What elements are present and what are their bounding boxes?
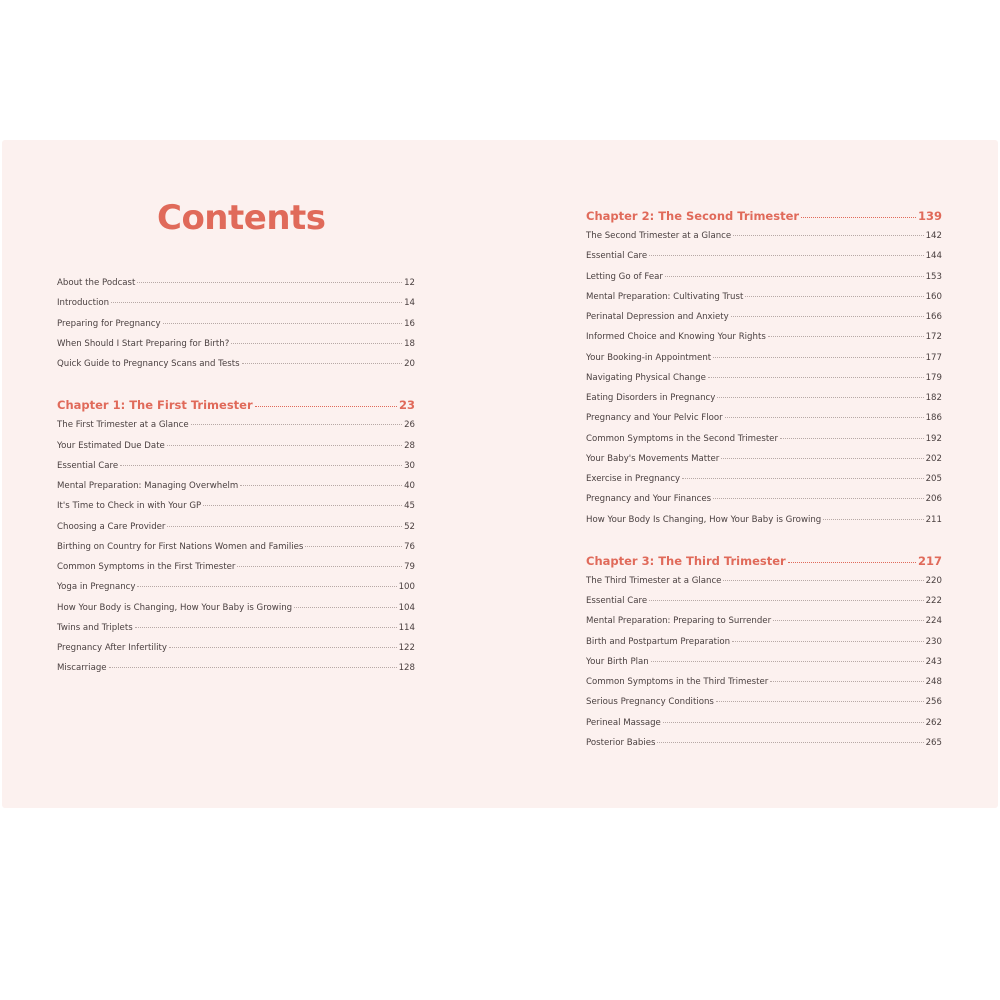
entry-title: It's Time to Check in with Your GP xyxy=(57,501,202,512)
dot-leader xyxy=(163,323,402,324)
chapter-1 xyxy=(57,398,415,683)
entry-title: Birth and Postpartum Preparation xyxy=(586,636,731,647)
dot-leader xyxy=(731,316,924,317)
entry-title: Essential Care xyxy=(586,251,648,262)
toc-entry xyxy=(586,332,942,352)
entry-title: Mental Preparation: Preparing to Surrender xyxy=(586,616,772,627)
dot-leader xyxy=(231,343,402,344)
page-number: 114 xyxy=(398,622,415,633)
dot-leader xyxy=(203,505,402,506)
entry-title: Serious Pregnancy Conditions xyxy=(586,697,714,708)
dot-leader xyxy=(663,722,924,723)
dot-leader xyxy=(255,406,397,407)
dot-leader xyxy=(773,620,923,621)
toc-entry xyxy=(586,393,942,413)
chapter-heading xyxy=(57,398,415,420)
toc-entry xyxy=(586,738,942,758)
entry-title: Mental Preparation: Cultivating Trust xyxy=(586,291,744,302)
page-number: 256 xyxy=(925,697,942,708)
dot-leader xyxy=(745,296,923,297)
toc-entry xyxy=(586,718,942,738)
entry-title: Twins and Triplets xyxy=(57,622,133,633)
front-matter-list xyxy=(57,278,415,379)
chapter-title: Chapter 1: The First Trimester xyxy=(57,398,253,413)
page-number: 76 xyxy=(404,541,415,552)
dot-leader xyxy=(109,667,397,668)
page-number: 12 xyxy=(404,278,415,288)
dot-leader xyxy=(191,424,402,425)
dot-leader xyxy=(135,627,397,628)
entry-title: Pregnancy After Infertility xyxy=(57,643,168,653)
dot-leader xyxy=(237,566,402,567)
dot-leader xyxy=(167,445,402,446)
toc-entry xyxy=(586,272,942,292)
toc-entry xyxy=(586,292,942,312)
dot-leader xyxy=(167,526,402,527)
entry-title: Pregnancy and Your Pelvic Floor xyxy=(586,413,723,424)
chapter-heading xyxy=(586,554,942,576)
page-number: 26 xyxy=(404,420,415,431)
toc-entry xyxy=(586,596,942,616)
chapter-page-number: 217 xyxy=(917,553,942,568)
toc-entry xyxy=(586,353,942,373)
page-number: 128 xyxy=(398,663,415,674)
toc-entry xyxy=(586,494,942,514)
dot-leader xyxy=(725,417,924,418)
entry-title: Informed Choice and Knowing Your Rights xyxy=(586,332,766,343)
dot-leader xyxy=(649,600,923,601)
toc-entry xyxy=(586,251,942,271)
toc-entry xyxy=(586,697,942,717)
dot-leader xyxy=(665,276,924,277)
toc-right-column xyxy=(586,209,942,758)
entry-title: How Your Body Is Changing, How Your Baby is Growing xyxy=(586,514,822,525)
page-number: 18 xyxy=(404,338,415,349)
toc-entry xyxy=(57,522,415,542)
page-number: 205 xyxy=(925,474,942,484)
toc-entry xyxy=(57,603,415,623)
toc-entry xyxy=(586,515,942,535)
toc-entry xyxy=(586,454,942,474)
entry-title: Common Symptoms in the Third Trimester xyxy=(586,677,769,687)
dot-leader xyxy=(137,586,396,587)
dot-leader xyxy=(721,458,923,459)
dot-leader xyxy=(717,397,923,398)
page-number: 177 xyxy=(925,352,942,363)
entry-title: Yoga in Pregnancy xyxy=(57,582,136,593)
dot-leader xyxy=(649,255,923,256)
entry-title: Common Symptoms in the Second Trimester xyxy=(586,433,779,444)
dot-leader xyxy=(716,701,924,702)
toc-entry xyxy=(57,582,415,602)
page-number: 153 xyxy=(925,271,942,282)
toc-entry xyxy=(586,474,942,494)
dot-leader xyxy=(823,519,923,520)
toc-entry xyxy=(586,373,942,393)
entry-title: Your Booking-in Appointment xyxy=(586,352,712,363)
entry-title: Pregnancy and Your Finances xyxy=(586,494,712,505)
toc-entry xyxy=(586,616,942,636)
toc-entry xyxy=(57,359,415,379)
page-number: 186 xyxy=(925,413,942,424)
page-number: 211 xyxy=(925,514,942,525)
dot-leader xyxy=(657,742,923,743)
entry-title: Introduction xyxy=(57,298,110,309)
dot-leader xyxy=(242,363,402,364)
dot-leader xyxy=(294,607,396,608)
chapter-heading xyxy=(586,209,942,231)
page-number: 172 xyxy=(925,332,942,343)
toc-entry xyxy=(57,542,415,562)
toc-entry xyxy=(586,413,942,433)
dot-leader xyxy=(305,546,402,547)
page-number: 122 xyxy=(398,643,415,653)
page-number: 79 xyxy=(404,562,415,572)
dot-leader xyxy=(137,282,402,283)
entry-title: Your Baby's Movements Matter xyxy=(586,453,720,464)
entry-title: Miscarriage xyxy=(57,663,107,674)
entry-title: The Third Trimester at a Glance xyxy=(586,575,722,586)
toc-entry xyxy=(586,434,942,454)
dot-leader xyxy=(732,641,924,642)
toc-entry xyxy=(57,562,415,582)
page-number: 28 xyxy=(404,440,415,451)
page-number: 220 xyxy=(925,575,942,586)
toc-entry xyxy=(57,420,415,440)
page-number: 160 xyxy=(925,291,942,302)
dot-leader xyxy=(713,498,923,499)
entry-title: About the Podcast xyxy=(57,278,136,288)
toc-entry xyxy=(57,278,415,298)
dot-leader xyxy=(682,478,923,479)
page-number: 179 xyxy=(925,372,942,383)
page-number: 206 xyxy=(925,494,942,505)
entry-title: How Your Body is Changing, How Your Baby is Growing xyxy=(57,602,293,613)
entry-title: Birthing on Country for First Nations Women and Families xyxy=(57,541,304,552)
contents-title: Contents xyxy=(157,198,326,238)
toc-entry xyxy=(57,643,415,663)
page-number: 14 xyxy=(404,298,415,309)
entry-title: The Second Trimester at a Glance xyxy=(586,231,732,241)
dot-leader xyxy=(770,681,923,682)
chapter-page-number: 23 xyxy=(398,398,415,413)
toc-entry xyxy=(586,637,942,657)
entry-title: Choosing a Care Provider xyxy=(57,521,166,532)
chapter-2 xyxy=(586,209,942,535)
dot-leader xyxy=(713,357,923,358)
toc-entry xyxy=(57,663,415,683)
page-number: 30 xyxy=(404,460,415,471)
toc-entry xyxy=(57,319,415,339)
dot-leader xyxy=(169,647,397,648)
entry-title: When Should I Start Preparing for Birth? xyxy=(57,338,230,349)
page-number: 222 xyxy=(925,596,942,606)
entry-title: Quick Guide to Pregnancy Scans and Tests xyxy=(57,359,240,369)
toc-entry xyxy=(586,576,942,596)
page-number: 202 xyxy=(925,453,942,464)
page-number: 224 xyxy=(925,616,942,627)
chapter-title: Chapter 2: The Second Trimester xyxy=(586,209,800,223)
page-number: 16 xyxy=(404,318,415,329)
chapter-3 xyxy=(586,554,942,758)
entry-title: Exercise in Pregnancy xyxy=(586,474,681,484)
chapter-title: Chapter 3: The Third Trimester xyxy=(586,553,786,568)
toc-entry xyxy=(586,312,942,332)
toc-entry xyxy=(57,501,415,521)
entry-title: Mental Preparation: Managing Overwhelm xyxy=(57,481,239,491)
page-number: 45 xyxy=(404,501,415,512)
entry-title: Posterior Babies xyxy=(586,737,656,748)
dot-leader xyxy=(788,562,916,563)
page-number: 144 xyxy=(925,251,942,262)
entry-title: Your Birth Plan xyxy=(586,656,649,667)
dot-leader xyxy=(708,377,924,378)
page-number: 166 xyxy=(925,312,942,322)
page-number: 40 xyxy=(404,481,415,491)
dot-leader xyxy=(723,580,923,581)
chapter-page-number: 139 xyxy=(917,209,942,223)
toc-entry xyxy=(57,481,415,501)
dot-leader xyxy=(111,302,402,303)
spacer xyxy=(57,379,415,398)
toc-entry xyxy=(586,657,942,677)
page-number: 142 xyxy=(925,231,942,241)
entry-title: Common Symptoms in the First Trimester xyxy=(57,562,236,572)
spacer xyxy=(586,535,942,554)
entry-title: Letting Go of Fear xyxy=(586,271,663,282)
page-number: 104 xyxy=(398,602,415,613)
page-number: 100 xyxy=(398,582,415,593)
toc-entry xyxy=(57,441,415,461)
entry-title: Essential Care xyxy=(57,460,119,471)
page-number: 243 xyxy=(925,656,942,667)
entry-title: Preparing for Pregnancy xyxy=(57,318,161,329)
dot-leader xyxy=(768,336,924,337)
toc-left-column xyxy=(57,278,415,684)
dot-leader xyxy=(120,465,402,466)
entry-title: Essential Care xyxy=(586,596,648,606)
page-number: 262 xyxy=(925,717,942,728)
entry-title: Perineal Massage xyxy=(586,717,661,728)
entry-title: The First Trimester at a Glance xyxy=(57,420,189,431)
toc-entry xyxy=(57,339,415,359)
page-number: 265 xyxy=(925,737,942,748)
dot-leader xyxy=(801,217,916,218)
dot-leader xyxy=(780,438,924,439)
dot-leader xyxy=(651,661,924,662)
toc-entry xyxy=(57,623,415,643)
entry-title: Perinatal Depression and Anxiety xyxy=(586,312,729,322)
toc-entry xyxy=(57,461,415,481)
entry-title: Your Estimated Due Date xyxy=(57,440,165,451)
toc-entry xyxy=(586,231,942,251)
page-number: 230 xyxy=(925,636,942,647)
dot-leader xyxy=(733,235,923,236)
page-number: 20 xyxy=(404,359,415,369)
page-number: 52 xyxy=(404,521,415,532)
dot-leader xyxy=(240,485,402,486)
page-number: 182 xyxy=(925,393,942,403)
toc-entry xyxy=(586,677,942,697)
entry-title: Navigating Physical Change xyxy=(586,372,706,383)
page-number: 192 xyxy=(925,433,942,444)
entry-title: Eating Disorders in Pregnancy xyxy=(586,393,716,403)
page-number: 248 xyxy=(925,677,942,687)
toc-entry xyxy=(57,298,415,318)
